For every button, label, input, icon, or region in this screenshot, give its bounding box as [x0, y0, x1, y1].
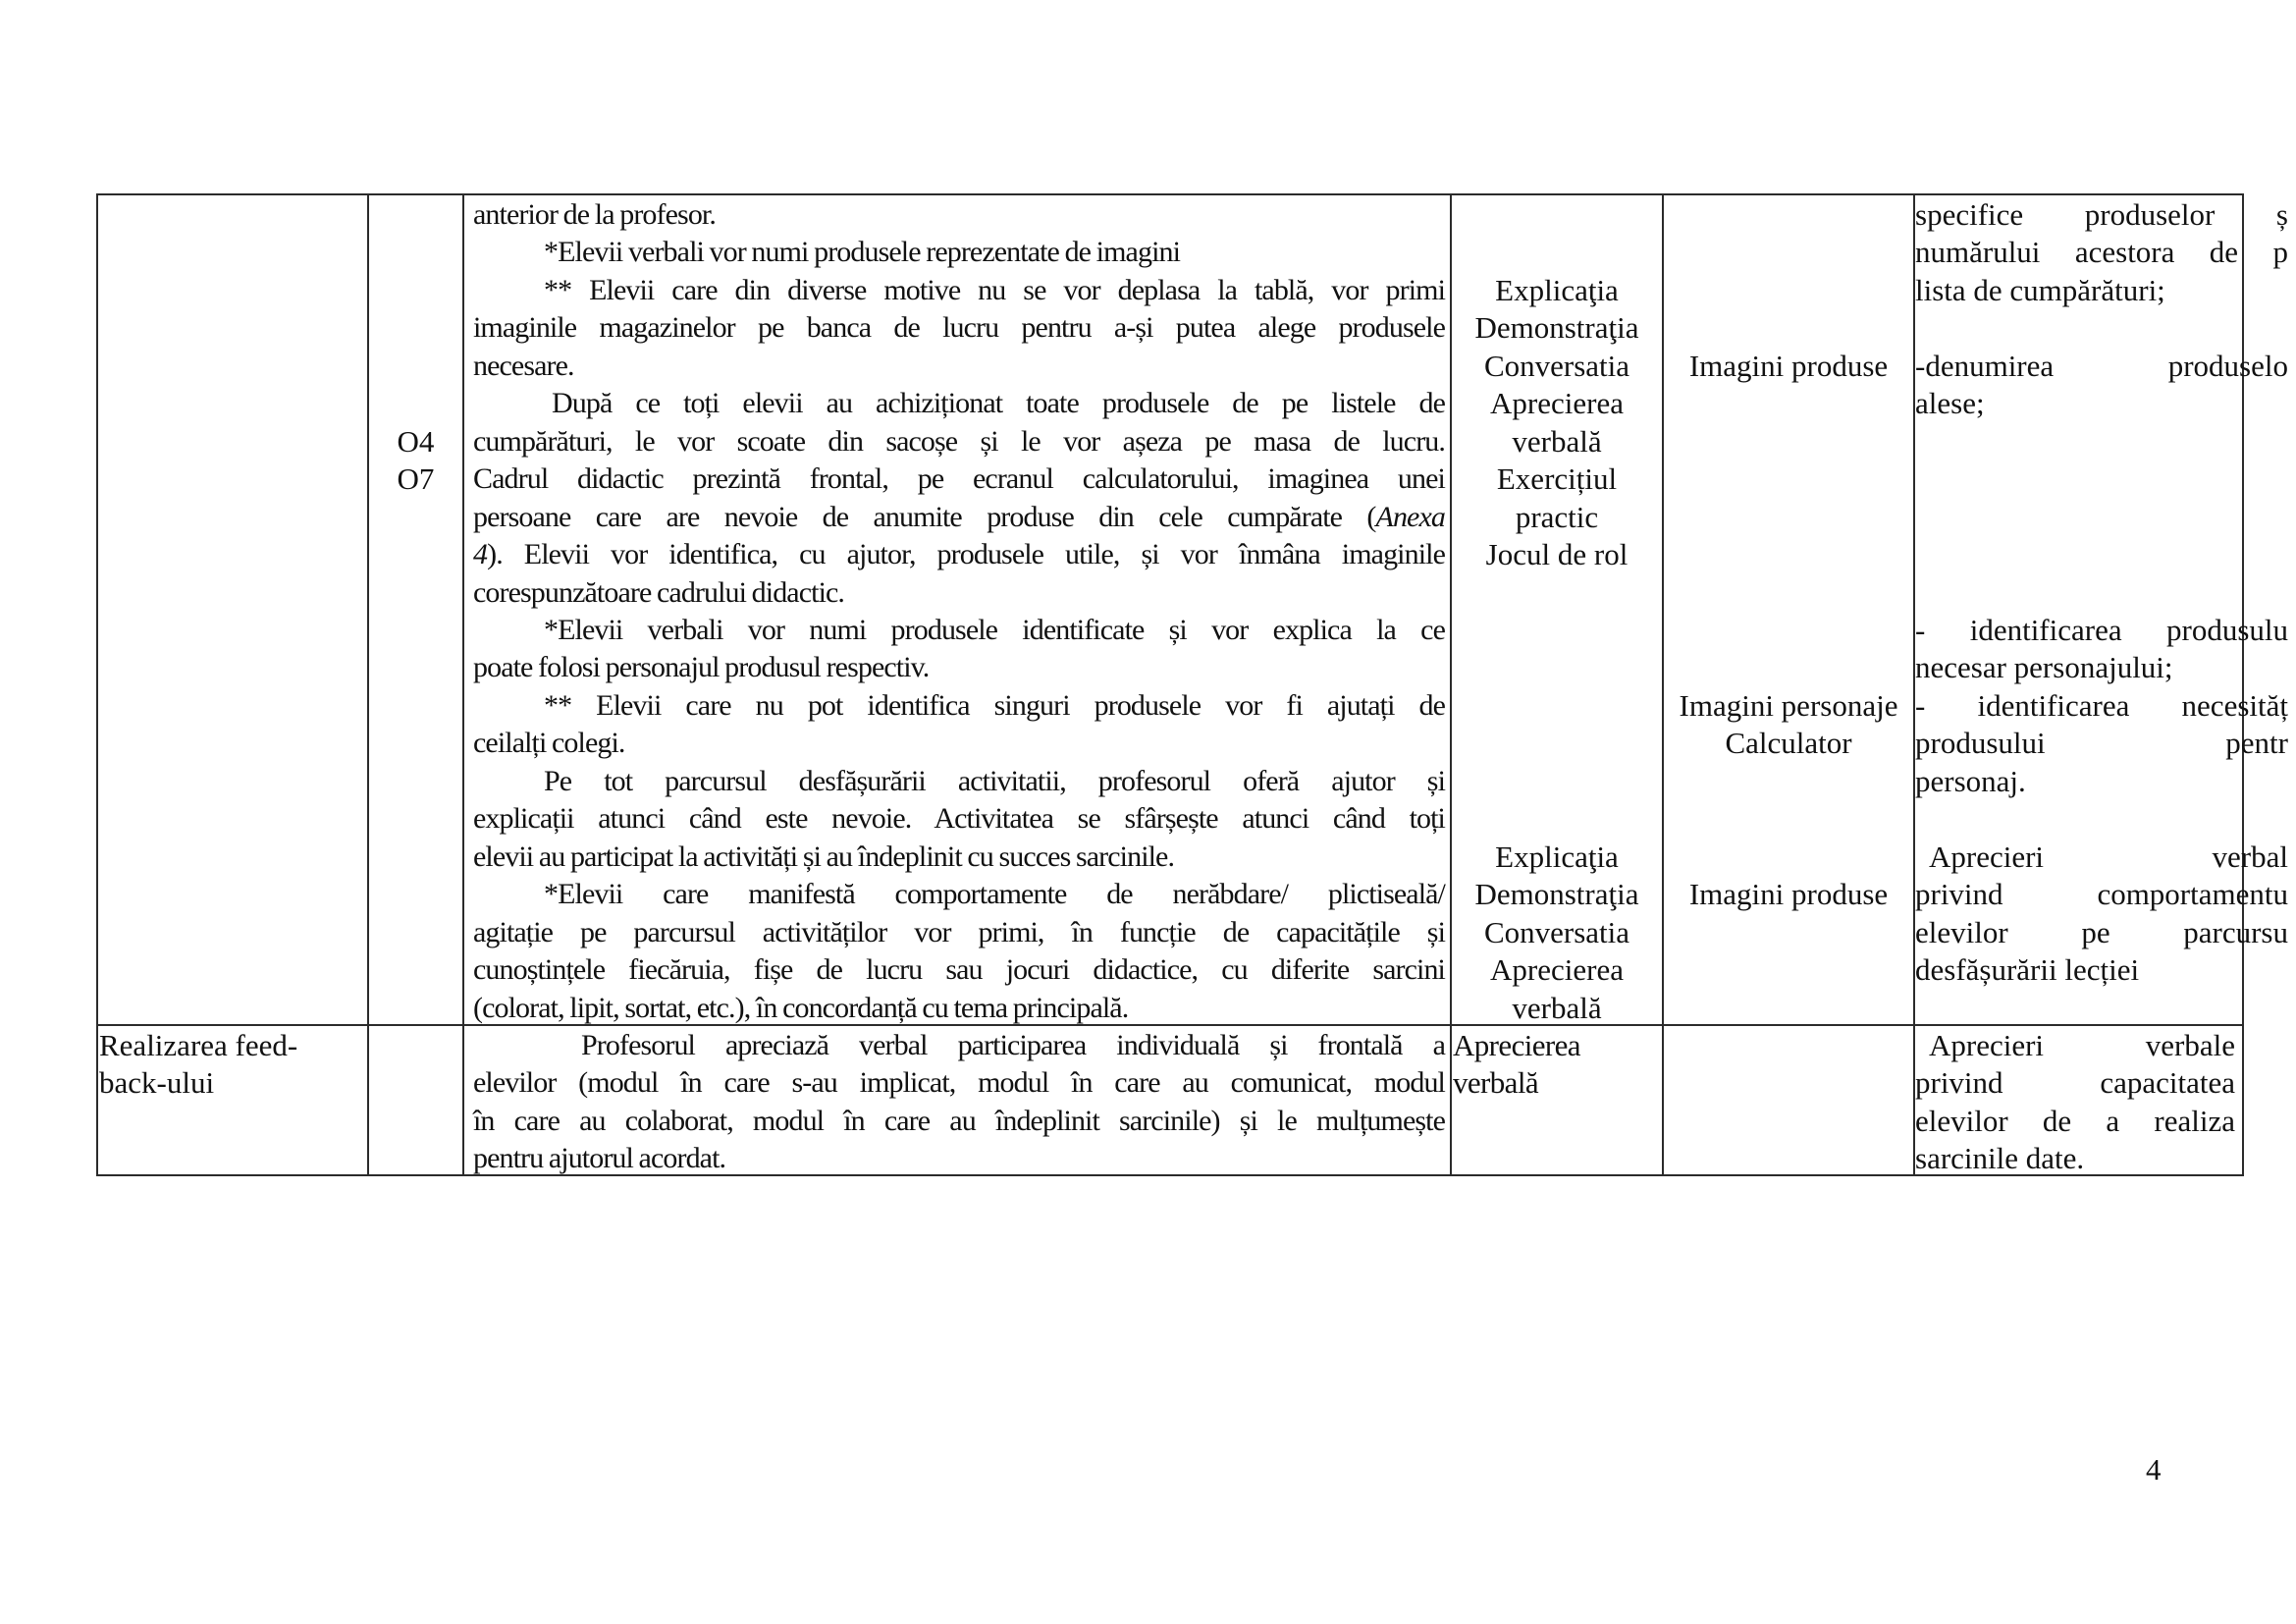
evaluation-line: lista de cumpărături; [1915, 273, 2165, 307]
row2-objectives-cell [369, 1027, 462, 1174]
resource-item: Imagini produse [1688, 349, 1889, 383]
evaluation-line: -denumirea produselo [1915, 349, 2288, 383]
resource-item: Calculator [1725, 726, 1852, 760]
row1-resources-cell [1664, 196, 1913, 1025]
content-line: Pe tot parcursul desfășurării activitatii, profesorul oferă ajutor și [544, 765, 1445, 797]
content-line: imaginile magazinelor pe banca de lucru pentru a-și putea alege produsele [473, 311, 1445, 344]
method-item: Explicaţia [1495, 839, 1619, 874]
method-item: Aprecierea [1453, 1028, 1580, 1062]
row1-content-cell [473, 196, 1445, 1025]
content-line: cunoștințele fiecăruia, fișe de lucru sau jocuri didactice, cu diferite sarcini [473, 953, 1445, 986]
content-line: ** Elevii care din diverse motive nu se vor deplasa la tablă, vor primi [544, 274, 1445, 306]
content-line: *Elevii verbali vor numi produsele reprezentate de imagini [544, 236, 1181, 268]
evaluation-line: alese; [1915, 386, 1985, 420]
method-item: Conversatia [1483, 349, 1630, 383]
lesson-plan-table [96, 193, 2288, 1175]
method-item: verbală [1512, 424, 1602, 459]
page-number: 4 [2146, 1452, 2162, 1487]
objective-code: O7 [397, 461, 435, 496]
table-border-top [96, 193, 2244, 195]
content-line: corespunzătoare cadrului didactic. [473, 576, 845, 609]
evaluation-line: necesar personajului; [1915, 650, 2173, 684]
row2-resources-cell [1664, 1027, 1913, 1174]
content-line: în care au colaborat, modul în care au îndeplinit sarcinile) și le mulțumește [473, 1105, 1445, 1137]
content-line [473, 536, 1445, 573]
content-line: *Elevii verbali vor numi produsele identificate și vor explica la ce [544, 614, 1445, 646]
method-item: Demonstraţia [1474, 310, 1639, 345]
content-line: elevii au participat la activități și au îndeplinit cu succes sarcinile. [473, 840, 1175, 873]
row1-methods-cell [1452, 196, 1662, 1025]
content-line: necesare. [473, 350, 574, 382]
method-item: Exercițiul [1496, 461, 1618, 496]
content-line: agitație pe parcursul activităților vor primi, în funcție de capacitățile și [473, 916, 1445, 948]
content-line: Cadrul didactic prezintă frontal, pe ecranul calculatorului, imaginea unei [473, 462, 1445, 495]
evaluation-line: numărului acestora de p [1915, 235, 2288, 269]
content-line [473, 499, 1445, 536]
content-text: ). Elevii vor identifica, cu ajutor, produsele utile, și vor înmâna imaginile [487, 538, 1445, 570]
content-line: ceilalți colegi. [473, 727, 625, 759]
evaluation-line: personaj. [1915, 764, 2026, 798]
objective-code: O4 [397, 424, 435, 459]
evaluation-line: elevilor de a realiza [1915, 1104, 2235, 1138]
method-item: practic [1515, 500, 1599, 534]
content-line: anterior de la profesor. [473, 198, 716, 231]
content-line: elevilor (modul în care s-au implicat, modul în care au comunicat, modul [473, 1066, 1445, 1099]
evaluation-line: sarcinile date. [1915, 1141, 2085, 1175]
row2-stage-cell [99, 1027, 366, 1174]
evaluation-line: - identificarea necesităț [1915, 688, 2288, 723]
content-line: ** Elevii care nu pot identifica singuri produsele vor fi ajutați de [544, 689, 1445, 722]
content-line: poate folosi personajul produsul respectiv. [473, 651, 930, 683]
stage-label: back-ului [99, 1065, 215, 1100]
evaluation-line: desfășurării lecției [1915, 952, 2140, 987]
resource-item: Imagini personaje [1679, 688, 1898, 723]
method-item: verbală [1453, 1065, 1539, 1100]
evaluation-line: produsului pentr [1915, 726, 2288, 760]
evaluation-line: - identificarea produsulu [1915, 613, 2288, 647]
content-line: Profesorul apreciază verbal participarea individuală și frontală a [581, 1029, 1445, 1061]
evaluation-line: privind capacitatea [1915, 1065, 2235, 1100]
content-line: pentru ajutorul acordat. [473, 1142, 726, 1174]
method-item: Aprecierea [1490, 386, 1624, 420]
method-item: Aprecierea [1490, 952, 1624, 987]
evaluation-line: Aprecieri verbal [1929, 839, 2288, 874]
content-line: explicații atunci când este nevoie. Activitatea se sfârșește atunci când toți [473, 802, 1445, 835]
method-item: Conversatia [1483, 915, 1630, 949]
content-line: cumpărături, le vor scoate din sacoșe și le vor așeza pe masa de lucru. [473, 425, 1445, 458]
evaluation-line: specifice produselor ș [1915, 197, 2288, 232]
method-item: Demonstraţia [1474, 877, 1639, 911]
resource-item: Imagini produse [1688, 877, 1889, 911]
annex-reference: 4 [473, 538, 488, 570]
column-divider [462, 193, 464, 1176]
content-line: După ce toți elevii au achiziționat toate produsele de pe listele de [552, 387, 1445, 419]
content-line: *Elevii care manifestă comportamente de nerăbdare/ plictiseală/ [544, 878, 1445, 910]
content-line: (colorat, lipit, sortat, etc.), în concordanță cu tema principală. [473, 992, 1129, 1024]
row2-content-cell [473, 1027, 1445, 1174]
annex-reference: Anexa [1375, 501, 1445, 533]
row2-evaluation-cell [1915, 1027, 2242, 1174]
evaluation-line: privind comportamentu [1915, 877, 2288, 911]
content-text: persoane care are nevoie de anumite produse din cele cumpărate ( [473, 501, 1376, 533]
stage-label: Realizarea feed- [99, 1028, 298, 1062]
row1-objectives-cell [369, 196, 462, 1025]
row2-methods-cell [1453, 1027, 1661, 1174]
method-item: Explicaţia [1495, 273, 1619, 307]
evaluation-line: Aprecieri verbale [1929, 1028, 2235, 1062]
evaluation-line: elevilor pe parcursu [1915, 915, 2288, 949]
row1-evaluation-cell [1915, 196, 2288, 1025]
row1-stage-cell [98, 195, 367, 1024]
method-item: verbală [1512, 991, 1602, 1025]
method-item: Jocul de rol [1485, 537, 1629, 571]
